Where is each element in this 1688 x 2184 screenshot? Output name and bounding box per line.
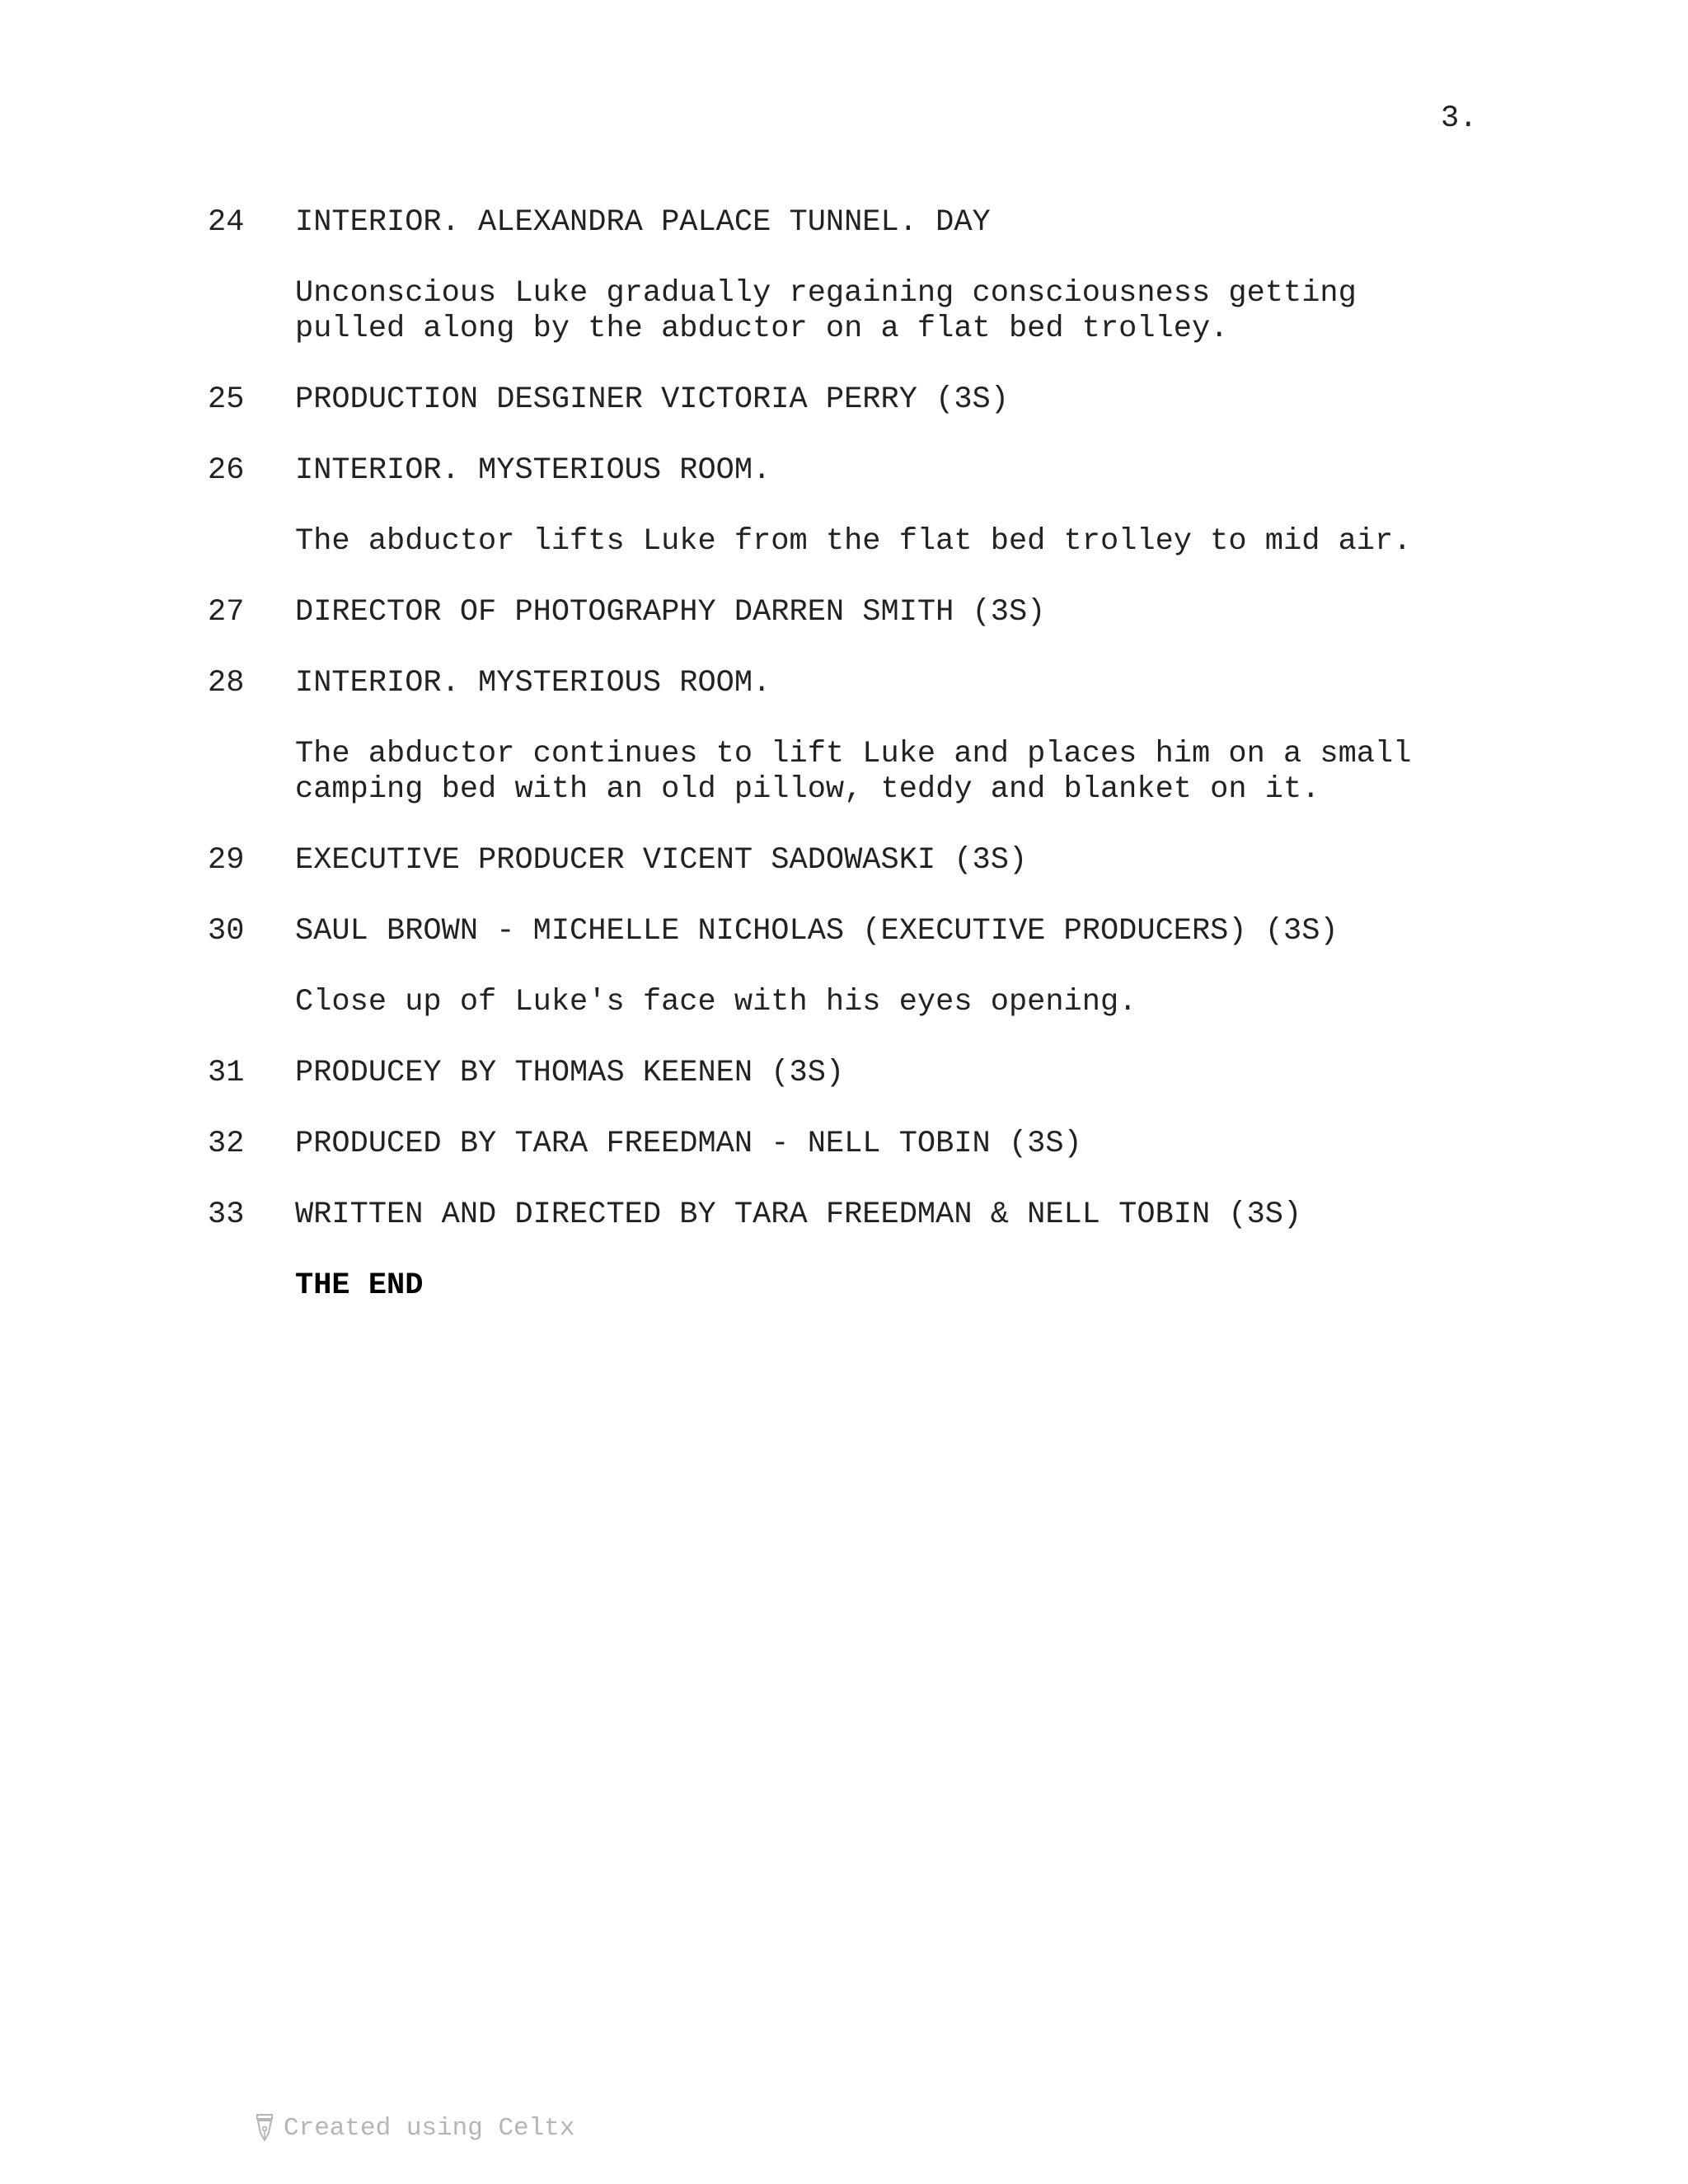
page-number: 3.	[1441, 101, 1478, 136]
scene-heading-29: EXECUTIVE PRODUCER VICENT SADOWASKI (3S)	[295, 843, 1028, 878]
scene-number-28: 28	[208, 666, 245, 701]
scene-number-26: 26	[208, 453, 245, 488]
action-line: The abductor lifts Luke from the flat bed trolley to mid air.	[295, 524, 1412, 559]
the-end-transition: THE END	[295, 1268, 424, 1303]
action-line: camping bed with an old pillow, teddy and blanket on it.	[295, 772, 1320, 807]
action-line: The abductor continues to lift Luke and places him on a small	[295, 737, 1412, 771]
scene-heading-30: SAUL BROWN - MICHELLE NICHOLAS (EXECUTIVE PRODUCERS) (3S)	[295, 914, 1339, 949]
scene-number-33: 33	[208, 1197, 245, 1232]
celtx-footer	[254, 2111, 574, 2144]
scene-number-31: 31	[208, 1056, 245, 1090]
scene-heading-28: INTERIOR. MYSTERIOUS ROOM.	[295, 666, 771, 701]
scene-heading-24: INTERIOR. ALEXANDRA PALACE TUNNEL. DAY	[295, 205, 991, 240]
scene-heading-31: PRODUCEY BY THOMAS KEENEN (3S)	[295, 1056, 845, 1090]
scene-heading-25: PRODUCTION DESGINER VICTORIA PERRY (3S)	[295, 382, 1009, 417]
scene-number-32: 32	[208, 1127, 245, 1161]
action-line: pulled along by the abductor on a flat bed trolley.	[295, 312, 1229, 346]
scene-heading-33: WRITTEN AND DIRECTED BY TARA FREEDMAN & NELL TOBIN (3S)	[295, 1197, 1302, 1232]
pen-nib-icon	[254, 2113, 275, 2143]
action-line: Unconscious Luke gradually regaining consciousness getting	[295, 276, 1357, 311]
scene-heading-27: DIRECTOR OF PHOTOGRAPHY DARREN SMITH (3S)	[295, 595, 1046, 630]
scene-number-29: 29	[208, 843, 245, 878]
scene-heading-26: INTERIOR. MYSTERIOUS ROOM.	[295, 453, 771, 488]
scene-number-27: 27	[208, 595, 245, 630]
scene-heading-32: PRODUCED BY TARA FREEDMAN - NELL TOBIN (3S)	[295, 1127, 1082, 1161]
footer-text: Created using Celtx	[284, 2113, 575, 2143]
scene-number-30: 30	[208, 914, 245, 949]
action-line: Close up of Luke's face with his eyes opening.	[295, 985, 1137, 1019]
scene-number-24: 24	[208, 205, 245, 240]
scene-number-25: 25	[208, 382, 245, 417]
